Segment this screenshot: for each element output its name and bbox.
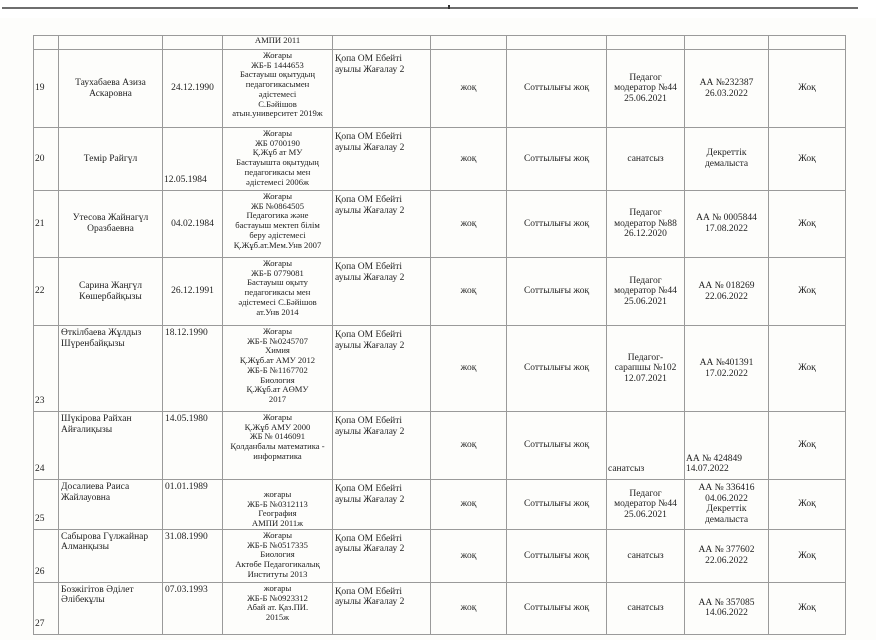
cell-certificate: АА № 424849 14.07.2022: [685, 412, 769, 480]
cell-school: Қопа ОМ Ебейті ауылы Жағалау 2: [333, 582, 431, 634]
cell-last: Жоқ: [769, 326, 846, 412]
cell-dob: 24.12.1990: [163, 50, 223, 128]
cell-no: 19: [34, 50, 59, 128]
cell-certificate: АА № 336416 04.06.2022 Декреттік демалыста: [685, 480, 769, 530]
cell-last: Жоқ: [769, 258, 846, 326]
cell-criminal-record: Соттылығы жоқ: [507, 412, 607, 480]
cell-school: Қопа ОМ Ебейті ауылы Жағалау 2: [333, 50, 431, 128]
cell-no: 25: [34, 480, 59, 530]
cell-category: Педагог модератор №88 26.12.2020: [607, 191, 685, 258]
cell-name: Досалиева Раиса Жайлауовна: [59, 480, 163, 530]
cell-education: жоғары ЖБ-Б №0312113 География АМПИ 2011ж: [223, 480, 333, 530]
table-row: [34, 582, 846, 634]
cell-criminal-record: Соттылығы жоқ: [507, 480, 607, 530]
table-row: [34, 128, 846, 191]
cell-education: Жоғары ЖБ 0700190 Қ.Жұб ат МУ Бастауышта оқытудың педагогикасы мен әдістемесі 2006ж: [223, 128, 333, 191]
cell-dob: 18.12.1990: [163, 326, 223, 412]
table-row: [34, 50, 846, 128]
cell-name: Таухабаева Азиза Аскаровна: [59, 50, 163, 128]
cell-status-1: жоқ: [431, 529, 507, 582]
cell-no: 26: [34, 529, 59, 582]
cell-certificate: АА № 357085 14.06.2022: [685, 582, 769, 634]
cell-certificate: АА № 0005844 17.08.2022: [685, 191, 769, 258]
cell-dob: 07.03.1993: [163, 582, 223, 634]
cell-name: Сабырова Гүлжайнар Алманқызы: [59, 529, 163, 582]
cell-school: Қопа ОМ Ебейті ауылы Жағалау 2: [333, 258, 431, 326]
cell-education: жоғары ЖБ-Б №0923312 Абай ат. Қаз.ПИ. 2015ж: [223, 582, 333, 634]
cell-last: Жоқ: [769, 480, 846, 530]
cell-status-1: жоқ: [431, 191, 507, 258]
cell-education: Жоғары ЖБ-Б 1444653 Бастауыш оқытудың педагогикасымен әдістемесі С.Бәйішов атын.университет 2019ж: [223, 50, 333, 128]
cell-no: 20: [34, 128, 59, 191]
cell-certificate: АА № 018269 22.06.2022: [685, 258, 769, 326]
cell-status-1: жоқ: [431, 480, 507, 530]
cell-certificate: Декреттік демалыста: [685, 128, 769, 191]
cell-category: санатсыз: [607, 582, 685, 634]
cell-name: Бозжігітов Әділет Әлібекұлы: [59, 582, 163, 634]
cell-dob: 31.08.1990: [163, 529, 223, 582]
table-row: [34, 191, 846, 258]
cell-last: Жоқ: [769, 191, 846, 258]
cell-certificate: АА №232387 26.03.2022: [685, 50, 769, 128]
cell-category: Педагог модератор №44 25.06.2021: [607, 258, 685, 326]
teachers-table: [33, 35, 846, 635]
table-row: [34, 412, 846, 480]
scan-top-edge: [0, 0, 876, 18]
cell-school: Қопа ОМ Ебейті ауылы Жағалау 2: [333, 529, 431, 582]
cell-name: Өткілбаева Жұлдыз Шүренбайқызы: [59, 326, 163, 412]
cell-education: Жоғары ЖБ-Б 0779081 Бастауыш оқыту педагогикасы мен әдістемесі С.Бәйішов ат.Унв 2014: [223, 258, 333, 326]
cell-status-1: жоқ: [431, 258, 507, 326]
cell-category: санатсыз: [607, 529, 685, 582]
cell-status-1: жоқ: [431, 50, 507, 128]
cell-last: Жоқ: [769, 412, 846, 480]
cell-certificate: АА №401391 17.02.2022: [685, 326, 769, 412]
cell-dob: 26.12.1991: [163, 258, 223, 326]
cell-category: санатсыз: [607, 128, 685, 191]
table-row: [34, 480, 846, 530]
cell-criminal-record: Соттылығы жоқ: [507, 50, 607, 128]
cell-criminal-record: Соттылығы жоқ: [507, 529, 607, 582]
cell-dob: 04.02.1984: [163, 191, 223, 258]
scan-border-line: [2, 7, 858, 9]
cell-school: Қопа ОМ Ебейті ауылы Жағалау 2: [333, 191, 431, 258]
cell-criminal-record: Соттылығы жоқ: [507, 128, 607, 191]
cell-category: Педагог модератор №44 25.06.2021: [607, 50, 685, 128]
cell-no: 27: [34, 582, 59, 634]
table-row: [34, 258, 846, 326]
cell-name: Сарина Жаңгүл Көшербайқызы: [59, 258, 163, 326]
cell-education: АМПИ 2011: [223, 36, 333, 50]
cell-criminal-record: Соттылығы жоқ: [507, 191, 607, 258]
cell-no: 24: [34, 412, 59, 480]
scan-mark: [448, 5, 450, 9]
cell-name: Темір Райгүл: [59, 128, 163, 191]
cell-school: Қопа ОМ Ебейті ауылы Жағалау 2: [333, 480, 431, 530]
cell-certificate: АА № 377602 22.06.2022: [685, 529, 769, 582]
cell-criminal-record: Соттылығы жоқ: [507, 258, 607, 326]
cell-dob: 14.05.1980: [163, 412, 223, 480]
cell-category: санатсыз: [607, 412, 685, 480]
cell-no: [34, 36, 59, 50]
table-row-header-fragment: [34, 36, 846, 50]
cell-last: Жоқ: [769, 128, 846, 191]
cell-dob: 12.05.1984: [163, 128, 223, 191]
cell-category: Педагог модератор №44 25.06.2021: [607, 480, 685, 530]
cell-dob: 01.01.1989: [163, 480, 223, 530]
cell-education: Жоғары ЖБ №0864505 Педагогика және бастауыш мектеп білім беру әдістемесі Қ.Жұб.ат.Мем.Унв 2007: [223, 191, 333, 258]
cell-name: Утесова Жайнагүл Оразбаевна: [59, 191, 163, 258]
cell-name: [59, 36, 163, 50]
cell-status-1: жоқ: [431, 326, 507, 412]
cell-no: 21: [34, 191, 59, 258]
cell-last: Жоқ: [769, 582, 846, 634]
cell-status-1: жоқ: [431, 128, 507, 191]
cell-criminal-record: Соттылығы жоқ: [507, 326, 607, 412]
cell-status-1: жоқ: [431, 412, 507, 480]
cell-last: Жоқ: [769, 529, 846, 582]
cell-category: Педагог- сарапшы №102 12.07.2021: [607, 326, 685, 412]
cell-education: Жоғары ЖБ-Б №0517335 Биология Актөбе Педагогикалық Институты 2013: [223, 529, 333, 582]
cell-no: 22: [34, 258, 59, 326]
cell-name: Шүкірова Райхан Айғалиқызы: [59, 412, 163, 480]
cell-status-1: жоқ: [431, 582, 507, 634]
cell-criminal-record: Соттылығы жоқ: [507, 582, 607, 634]
table-row: [34, 326, 846, 412]
cell-school: Қопа ОМ Ебейті ауылы Жағалау 2: [333, 128, 431, 191]
cell-school: Қопа ОМ Ебейті ауылы Жағалау 2: [333, 326, 431, 412]
cell-last: Жоқ: [769, 50, 846, 128]
cell-school: Қопа ОМ Ебейті ауылы Жағалау 2: [333, 412, 431, 480]
table-row: [34, 529, 846, 582]
cell-education: Жоғары Қ.Жұб АМУ 2000 ЖБ № 0146091 Қолданбалы математика - информатика: [223, 412, 333, 480]
cell-no: 23: [34, 326, 59, 412]
cell-dob: [163, 36, 223, 50]
cell-education: Жоғары ЖБ-Б №0245707 Химия Қ.Жұб.ат АМУ 2012 ЖБ-Б №1167702 Биология Қ.Жұб.ат АӨМУ 2017: [223, 326, 333, 412]
